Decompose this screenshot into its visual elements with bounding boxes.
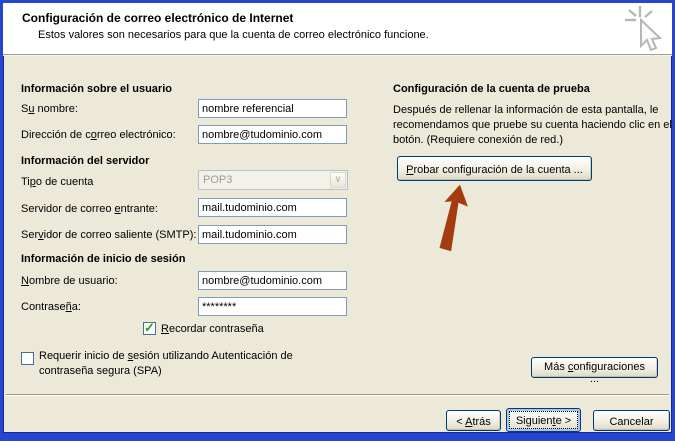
sparkle-cursor-icon <box>618 4 666 57</box>
spa-label: Requerir inicio de sesión utilizando Autenticación de contraseña segura (SPA) <box>39 350 293 377</box>
test-account-button[interactable]: Probar configuración de la cuenta ... <box>397 156 592 181</box>
cancel-button[interactable]: Cancelar <box>593 410 670 431</box>
remember-password-label: Recordar contraseña <box>161 323 264 335</box>
wizard-header <box>3 3 672 55</box>
remember-password-checkbox[interactable] <box>143 322 156 335</box>
outgoing-server-label: Servidor de correo saliente (SMTP): <box>21 229 197 241</box>
back-button[interactable]: < Atrás <box>446 410 501 431</box>
next-button[interactable]: Siguiente > <box>506 408 581 432</box>
footer-separator <box>6 394 669 396</box>
outgoing-server-input[interactable] <box>198 225 347 244</box>
email-input[interactable] <box>198 125 347 144</box>
section-login-info-heading: Información de inicio de sesión <box>21 253 186 265</box>
more-settings-button[interactable]: Más configuraciones ... <box>531 357 658 378</box>
name-label: Su nombre: <box>21 103 78 115</box>
email-label: Dirección de correo electrónico: <box>21 129 176 141</box>
section-user-info-heading: Información sobre el usuario <box>21 83 172 95</box>
account-type-label: Tipo de cuenta <box>21 176 94 188</box>
annotation-arrow-icon <box>433 182 472 259</box>
username-input[interactable] <box>198 271 347 290</box>
page-title: Configuración de correo electrónico de Internet <box>22 11 294 25</box>
spa-checkbox[interactable] <box>21 352 34 365</box>
page-subtitle: Estos valores son necesarios para que la cuenta de correo electrónico funcione. <box>38 29 429 41</box>
account-type-value: POP3 <box>203 174 233 186</box>
account-type-dropdown <box>198 170 348 190</box>
incoming-server-label: Servidor de correo entrante: <box>21 203 158 215</box>
section-test-account-heading: Configuración de la cuenta de prueba <box>393 83 590 95</box>
test-account-description: Después de rellenar la información de esta pantalla, le recomendamos que pruebe su cuenta haciendo clic en el botón. (Requiere conexión de red.) <box>393 104 672 146</box>
password-label: Contraseña: <box>21 301 81 313</box>
incoming-server-input[interactable] <box>198 198 347 217</box>
password-input[interactable] <box>198 297 347 316</box>
section-server-info-heading: Información del servidor <box>21 155 150 167</box>
name-input[interactable] <box>198 99 347 118</box>
username-label: Nombre de usuario: <box>21 275 118 287</box>
chevron-down-icon: ∨ <box>330 172 346 188</box>
